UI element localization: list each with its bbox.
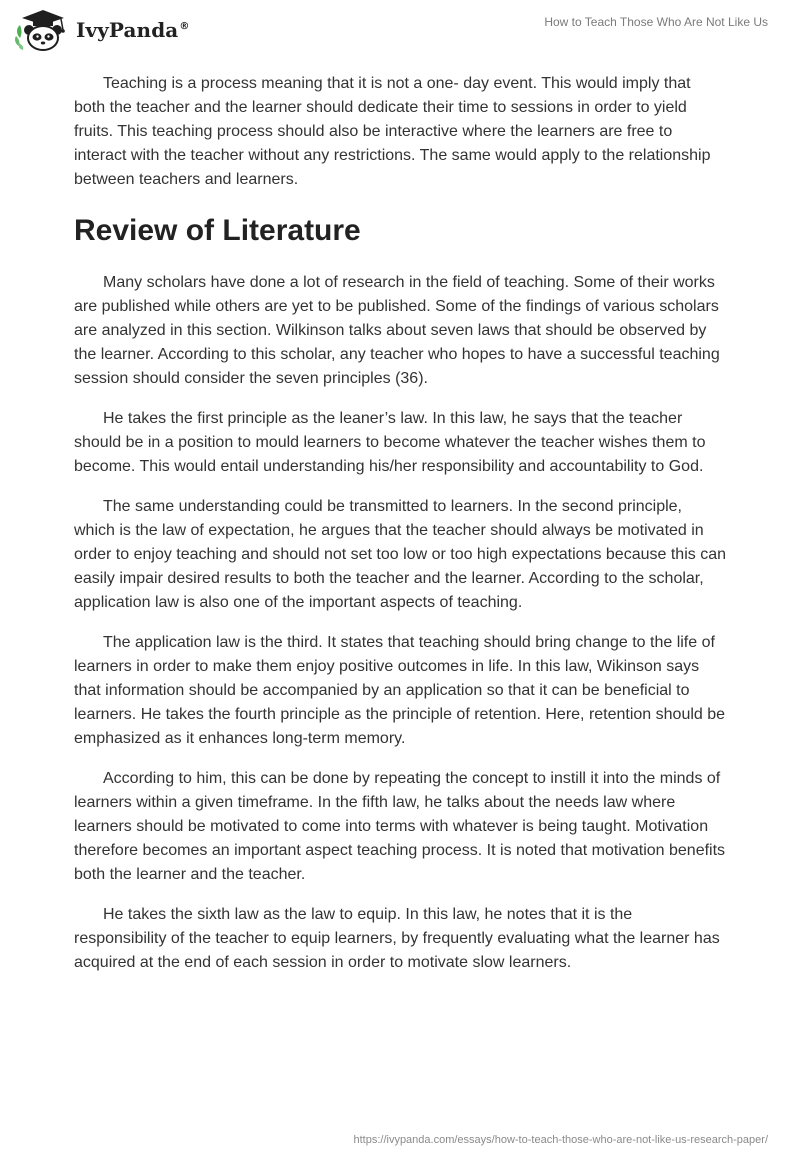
- paragraph: According to him, this can be done by repeating the concept to instill it into the minds of learners within a given timeframe. In the fifth law, he talks about the needs law where learners should be motivated to come into terms with whatever is being taught. Motivation therefore becomes an important aspect teaching process. It is noted that motivation benefits both the learner and the teacher.: [74, 770, 726, 883]
- source-url-link[interactable]: https://ivypanda.com/essays/how-to-teach-those-who-are-not-like-us-research-paper/: [353, 1134, 768, 1146]
- page-header: [0, 0, 800, 60]
- article-body: [74, 72, 726, 991]
- intro-paragraph: Teaching is a process meaning that it is not a one- day event. This would imply that both the teacher and the learner should dedicate their time to sessions in order to yield fruits. This teaching process should also be interactive where the learners are free to interact with the teacher without any restrictions. The same would apply to the relationship between teachers and learners.: [74, 75, 711, 188]
- paragraph: Many scholars have done a lot of research in the field of teaching. Some of their works are published while others are yet to be published. Some of the findings of various scholars are analyzed in this section. Wilkinson talks about seven laws that should be observed by the learner. According to this scholar, any teacher who hopes to have a successful teaching session should consider the seven principles (36).: [74, 274, 720, 387]
- brand-name: [76, 18, 189, 42]
- brand-logo-link[interactable]: [14, 8, 189, 52]
- registered-mark: ®: [179, 21, 190, 33]
- section-heading: Review of Literature: [74, 214, 361, 247]
- document-title: How to Teach Those Who Are Not Like Us: [544, 15, 768, 29]
- paragraph: The application law is the third. It states that teaching should bring change to the life of learners in order to make them enjoy positive outcomes in life. In this law, Wikinson says that information should be accompanied by an application so that it can be beneficial to learners. He takes the fourth principle as the principle of retention. Here, retention should be emphasized as it enhances long-term memory.: [74, 634, 726, 747]
- panda-graduate-icon: [14, 8, 72, 52]
- paragraph: He takes the first principle as the leaner’s law. In this law, he says that the teacher should be in a position to mould learners to become whatever the teacher wishes them to become. This would entail understanding his/her responsibility and accountability to God.: [74, 410, 706, 475]
- paragraph: He takes the sixth law as the law to equip. In this law, he notes that it is the responsibility of the teacher to equip learners, by frequently evaluating what the learner has acquired at the end of each session in order to motivate slow learners.: [74, 906, 720, 971]
- brand-name-text: IvyPanda: [76, 18, 179, 42]
- paragraph: The same understanding could be transmitted to learners. In the second principle, which is the law of expectation, he argues that the teacher should always be motivated in order to enjoy teaching and should not set too low or too high expectations because this can easily impair desired results to both the teacher and the learner. According to the scholar, application law is also one of the important aspects of teaching.: [74, 498, 726, 611]
